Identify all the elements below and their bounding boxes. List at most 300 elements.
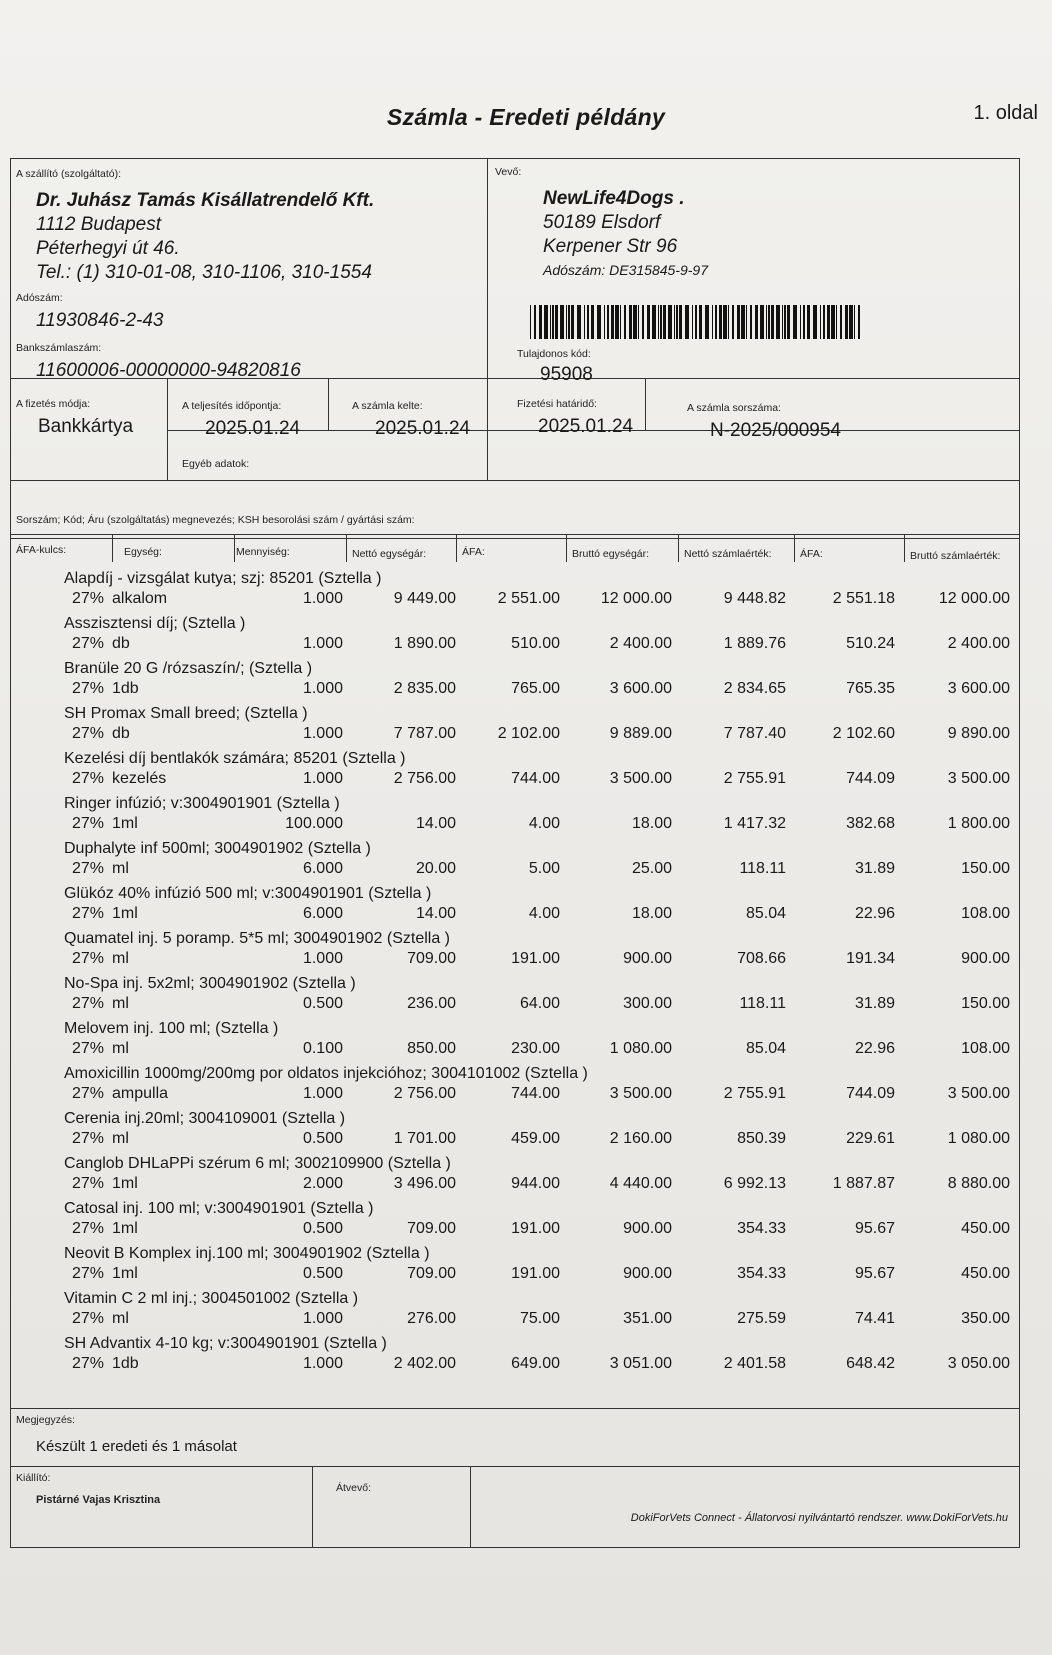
- supplier-tax-label: Adószám:: [16, 292, 63, 304]
- line-item-vat: 27%: [72, 815, 105, 832]
- line-item-qty: 1.000: [302, 725, 343, 742]
- line-item-gross-total: 3 500.00: [947, 770, 1010, 787]
- line-item-vat-total: 510.24: [846, 635, 895, 652]
- barcode-bar: [571, 305, 574, 339]
- line-item-row: [10, 795, 1020, 840]
- fulfillment-date: 2025.01.24: [205, 418, 301, 439]
- document-title: Számla - Eredeti példány: [386, 104, 666, 130]
- barcode-bar: [611, 305, 614, 339]
- barcode-bar: [658, 305, 659, 339]
- signature-top-line: [10, 1466, 1020, 1467]
- barcode-bar: [800, 305, 801, 339]
- buyer-tax: Adószám: DE315845-9-97: [543, 262, 708, 278]
- barcode-bar: [629, 305, 632, 339]
- table-header-bottom-line: [10, 538, 1020, 539]
- barcode-bar: [633, 305, 637, 339]
- line-item-unit: 1db: [112, 1355, 139, 1372]
- line-item-row: [10, 930, 1020, 975]
- line-item-vat-total: 744.09: [846, 1085, 895, 1102]
- line-item-vat-unit: 2 102.00: [497, 725, 560, 742]
- col-vat: ÁFA:: [462, 546, 485, 558]
- barcode-bar: [530, 305, 531, 339]
- line-item-gross-unit: 9 889.00: [609, 725, 672, 742]
- line-item-unit: ml: [112, 950, 129, 967]
- fulfillment-label: A teljesítés időpontja:: [182, 400, 282, 412]
- line-item-gross-total: 3 500.00: [947, 1085, 1010, 1102]
- line-item-name: Melovem inj. 100 ml; (Sztella ): [64, 1020, 279, 1037]
- line-item-vat-unit: 4.00: [528, 815, 560, 832]
- line-item-row: [10, 1200, 1020, 1245]
- line-item-vat-unit: 765.00: [511, 680, 560, 697]
- line-item-gross-total: 900.00: [961, 950, 1010, 967]
- barcode-bar: [615, 305, 619, 339]
- line-item-net-unit: 20.00: [415, 860, 456, 877]
- buyer-name: NewLife4Dogs .: [543, 188, 685, 209]
- header-divider-6: [678, 534, 679, 562]
- line-item-gross-unit: 900.00: [623, 1265, 672, 1282]
- barcode-bar: [620, 305, 621, 339]
- line-item-vat-total: 95.67: [854, 1265, 895, 1282]
- line-item-vat-total: 229.61: [846, 1130, 895, 1147]
- barcode-bar: [674, 305, 675, 339]
- line-item-vat: 27%: [72, 1310, 105, 1327]
- line-item-vat-unit: 2 551.00: [497, 590, 560, 607]
- line-item-gross-unit: 12 000.00: [600, 590, 672, 607]
- table-header-top-line: [10, 480, 1020, 481]
- line-item-gross-unit: 900.00: [623, 1220, 672, 1237]
- barcode-bar: [845, 305, 848, 339]
- line-item-net-total: 118.11: [739, 860, 786, 877]
- line-item-qty: 1.000: [302, 950, 343, 967]
- col-gross-total: Bruttó számlaérték:: [910, 550, 1001, 562]
- line-item-vat-unit: 4.00: [528, 905, 560, 922]
- line-item-vat: 27%: [72, 1130, 105, 1147]
- line-item-row: [10, 1110, 1020, 1155]
- line-item-net-total: 2 834.65: [723, 680, 786, 697]
- supplier-tax-number: 11930846-2-43: [36, 310, 164, 331]
- issuer-name: Pistárné Vajas Krisztina: [36, 1494, 161, 1506]
- owner-code: 95908: [540, 364, 593, 385]
- barcode-bar: [840, 305, 842, 339]
- barcode-bar: [831, 305, 835, 339]
- due-date: 2025.01.24: [538, 416, 634, 437]
- barcode-bar: [807, 305, 810, 339]
- line-item-gross-unit: 1 080.00: [609, 1040, 672, 1057]
- barcode-bar: [771, 305, 774, 339]
- supplier-bank-label: Bankszámlaszám:: [16, 342, 102, 354]
- supplier-name: Dr. Juhász Tamás Kisállatrendelő Kft.: [36, 190, 375, 211]
- line-item-vat-total: 22.96: [854, 1040, 895, 1057]
- line-item-vat-unit: 5.00: [528, 860, 560, 877]
- line-item-unit: ml: [112, 860, 129, 877]
- barcode-bar: [723, 305, 727, 339]
- line-item-net-unit: 850.00: [407, 1040, 456, 1057]
- line-item-qty: 1.000: [302, 770, 343, 787]
- barcode-bar: [712, 305, 713, 339]
- barcode-bar: [858, 305, 860, 339]
- line-item-row: [10, 1020, 1020, 1065]
- barcode-bar: [715, 305, 717, 339]
- line-item-net-unit: 1 890.00: [393, 635, 456, 652]
- line-item-gross-unit: 18.00: [631, 905, 672, 922]
- barcode-bar: [803, 305, 805, 339]
- line-item-vat-unit: 230.00: [511, 1040, 560, 1057]
- barcode-bar: [544, 305, 548, 339]
- line-item-net-unit: 7 787.00: [393, 725, 456, 742]
- line-item-gross-total: 3 600.00: [947, 680, 1010, 697]
- line-item-vat: 27%: [72, 1265, 105, 1282]
- barcode-bar: [638, 305, 639, 339]
- line-item-gross-total: 108.00: [961, 1040, 1010, 1057]
- line-item-gross-total: 108.00: [961, 905, 1010, 922]
- line-item-net-unit: 709.00: [407, 950, 456, 967]
- meta-divider-2: [328, 378, 329, 430]
- line-item-qty: 1.000: [302, 1085, 343, 1102]
- line-item-row: [10, 1245, 1020, 1290]
- line-item-net-total: 2 755.91: [723, 1085, 786, 1102]
- line-item-name: Catosal inj. 100 ml; v:3004901901 (Sztella ): [64, 1200, 374, 1217]
- barcode-bar: [755, 305, 758, 339]
- note-top-line: [10, 1408, 1020, 1409]
- line-item-name: Quamatel inj. 5 poramp. 5*5 ml; 3004901902 (Sztella ): [64, 930, 450, 947]
- barcode-bar: [587, 305, 589, 339]
- line-item-vat: 27%: [72, 1355, 105, 1372]
- line-item-name: Vitamin C 2 ml inj.; 3004501002 (Sztella ): [64, 1290, 359, 1307]
- page-number: 1. oldal: [973, 102, 1038, 124]
- barcode-bar: [676, 305, 678, 339]
- line-item-net-unit: 709.00: [407, 1220, 456, 1237]
- barcode-bar: [750, 305, 752, 339]
- barcode-bar: [647, 305, 650, 339]
- barcode-bar: [719, 305, 722, 339]
- barcode-bar: [746, 305, 747, 339]
- signature-divider-1: [312, 1466, 313, 1548]
- note-label: Megjegyzés:: [16, 1414, 75, 1426]
- line-item-vat-unit: 191.00: [511, 950, 560, 967]
- line-item-net-total: 275.59: [737, 1310, 786, 1327]
- line-item-gross-unit: 300.00: [623, 995, 672, 1012]
- line-item-gross-unit: 900.00: [623, 950, 672, 967]
- header-divider-5: [566, 534, 567, 562]
- line-item-gross-total: 150.00: [961, 995, 1010, 1012]
- line-item-vat: 27%: [72, 770, 105, 787]
- line-item-net-total: 1 889.76: [723, 635, 786, 652]
- barcode-bar: [555, 305, 558, 339]
- line-item-qty: 1.000: [302, 1310, 343, 1327]
- line-item-vat: 27%: [72, 860, 105, 877]
- line-item-qty: 6.000: [302, 905, 343, 922]
- line-item-row: [10, 615, 1020, 660]
- line-item-vat-total: 22.96: [854, 905, 895, 922]
- line-item-vat-total: 95.67: [854, 1220, 895, 1237]
- line-item-vat-unit: 191.00: [511, 1220, 560, 1237]
- line-item-name: SH Promax Small breed; (Sztella ): [64, 705, 308, 722]
- line-item-vat-total: 31.89: [854, 860, 895, 877]
- line-item-net-unit: 14.00: [415, 905, 456, 922]
- line-item-gross-unit: 3 051.00: [609, 1355, 672, 1372]
- barcode-bar: [793, 305, 797, 339]
- line-item-row: [10, 1290, 1020, 1335]
- line-item-name: Canglob DHLaPPi szérum 6 ml; 3002109900 (Sztella ): [64, 1155, 451, 1172]
- line-item-qty: 6.000: [302, 860, 343, 877]
- line-item-gross-total: 9 890.00: [947, 725, 1010, 742]
- issuer-label: Kiállító:: [16, 1472, 51, 1484]
- supplier-bank-account: 11600006-00000000-94820816: [36, 360, 301, 381]
- line-item-unit: ml: [112, 995, 129, 1012]
- software-credit: DokiForVets Connect - Állatorvosi nyilvántartó rendszer. www.DokiForVets.hu: [630, 1512, 1008, 1524]
- barcode-bar: [566, 305, 567, 339]
- line-item-name: Neovit B Komplex inj.100 ml; 3004901902 (Sztella ): [64, 1245, 430, 1262]
- line-item-unit: 1ml: [112, 1265, 138, 1282]
- line-item-vat: 27%: [72, 905, 105, 922]
- col-vat-total: ÁFA:: [800, 548, 823, 560]
- header-divider-7: [794, 534, 795, 562]
- line-item-gross-total: 3 050.00: [947, 1355, 1010, 1372]
- line-item-gross-total: 8 880.00: [947, 1175, 1010, 1192]
- line-item-vat: 27%: [72, 725, 105, 742]
- line-item-vat-total: 765.35: [846, 680, 895, 697]
- barcode-bar: [560, 305, 564, 339]
- barcode-bar: [699, 305, 702, 339]
- due-date-label: Fizetési határidő:: [517, 398, 597, 410]
- line-item-vat-total: 648.42: [846, 1355, 895, 1372]
- line-item-net-total: 85.04: [745, 1040, 786, 1057]
- line-item-net-unit: 2 756.00: [393, 1085, 456, 1102]
- line-item-net-total: 6 992.13: [723, 1175, 786, 1192]
- barcode-bar: [604, 305, 605, 339]
- line-item-gross-unit: 4 440.00: [609, 1175, 672, 1192]
- line-item-unit: 1ml: [112, 1220, 138, 1237]
- line-item-gross-total: 350.00: [961, 1310, 1010, 1327]
- line-item-gross-unit: 2 400.00: [609, 635, 672, 652]
- line-item-gross-unit: 18.00: [631, 815, 672, 832]
- header-divider-8: [904, 534, 905, 562]
- line-item-gross-unit: 351.00: [623, 1310, 672, 1327]
- line-item-vat-unit: 64.00: [519, 995, 560, 1012]
- supplier-buyer-divider: [487, 158, 488, 480]
- barcode-bar: [813, 305, 817, 339]
- line-item-row: [10, 750, 1020, 795]
- barcode-bar: [607, 305, 609, 339]
- barcode-bar: [597, 305, 601, 339]
- line-item-gross-unit: 3 600.00: [609, 680, 672, 697]
- line-item-qty: 1.000: [302, 680, 343, 697]
- buyer-label: Vevő:: [495, 166, 522, 178]
- line-item-unit: 1ml: [112, 815, 138, 832]
- line-item-row: [10, 570, 1020, 615]
- line-item-qty: 0.100: [302, 1040, 343, 1057]
- barcode-bar: [539, 305, 542, 339]
- line-item-unit: alkalom: [112, 590, 168, 607]
- line-item-gross-unit: 2 160.00: [609, 1130, 672, 1147]
- line-item-vat-total: 2 102.60: [832, 725, 895, 742]
- owner-code-label: Tulajdonos kód:: [517, 348, 591, 360]
- line-item-row: [10, 1065, 1020, 1110]
- barcode-bar: [624, 305, 626, 339]
- signature-divider-2: [470, 1466, 471, 1548]
- line-item-row: [10, 975, 1020, 1020]
- buyer-address-1: 50189 Elsdorf: [543, 212, 661, 233]
- line-item-unit: db: [112, 725, 130, 742]
- header-inner-line: [10, 534, 1020, 535]
- supplier-label: A szállító (szolgáltató):: [16, 168, 122, 180]
- barcode-bar: [741, 305, 745, 339]
- line-item-name: Glükóz 40% infúzió 500 ml; v:3004901901 (Sztella ): [64, 885, 432, 902]
- barcode-bar: [660, 305, 662, 339]
- line-item-gross-total: 2 400.00: [947, 635, 1010, 652]
- line-item-vat: 27%: [72, 1040, 105, 1057]
- supplier-address-1: 1112 Budapest: [36, 214, 162, 235]
- line-item-net-unit: 14.00: [415, 815, 456, 832]
- line-item-net-unit: 2 402.00: [393, 1355, 456, 1372]
- barcode-bar: [782, 305, 783, 339]
- line-item-unit: ml: [112, 1040, 129, 1057]
- supplier-phone: Tel.: (1) 310-01-08, 310-1106, 310-1554: [36, 262, 372, 283]
- line-item-row: [10, 840, 1020, 885]
- barcode-bar: [836, 305, 837, 339]
- line-item-row: [10, 660, 1020, 705]
- header-divider-3: [346, 534, 347, 562]
- line-item-gross-unit: 3 500.00: [609, 1085, 672, 1102]
- line-item-row: [10, 1155, 1020, 1200]
- line-item-net-unit: 2 756.00: [393, 770, 456, 787]
- barcode-bar: [685, 305, 689, 339]
- barcode-bar: [652, 305, 656, 339]
- line-item-gross-total: 12 000.00: [938, 590, 1010, 607]
- invoice-serial: N-2025/000954: [710, 420, 841, 441]
- barcode-bar: [784, 305, 786, 339]
- receiver-label: Átvevő:: [336, 1482, 372, 1494]
- barcode-bar: [534, 305, 536, 339]
- line-item-vat-total: 1 887.87: [832, 1175, 895, 1192]
- line-item-net-total: 7 787.40: [723, 725, 786, 742]
- line-item-unit: db: [112, 635, 130, 652]
- barcode-bar: [737, 305, 740, 339]
- line-item-vat-total: 2 551.18: [832, 590, 895, 607]
- barcode-bar: [827, 305, 830, 339]
- line-item-name: Amoxicillin 1000mg/200mg por oldatos injekcióhoz; 3004101002 (Sztella ): [64, 1065, 588, 1082]
- meta-divider-3: [645, 378, 646, 430]
- line-item-unit: kezelés: [112, 770, 167, 787]
- line-item-vat-unit: 944.00: [511, 1175, 560, 1192]
- line-item-unit: 1ml: [112, 905, 138, 922]
- barcode-bar: [577, 305, 581, 339]
- line-item-gross-total: 150.00: [961, 860, 1010, 877]
- barcode-bar: [550, 305, 551, 339]
- line-item-name: Asszisztensi díj; (Sztella ): [64, 615, 246, 632]
- payment-method: Bankkártya: [38, 416, 134, 437]
- payment-method-label: A fizetés módja:: [16, 398, 91, 410]
- barcode-bar: [766, 305, 767, 339]
- line-item-net-total: 2 401.58: [723, 1355, 786, 1372]
- line-item-net-unit: 3 496.00: [393, 1175, 456, 1192]
- line-item-qty: 0.500: [302, 1220, 343, 1237]
- issue-date: 2025.01.24: [375, 418, 471, 439]
- barcode-bar: [705, 305, 709, 339]
- line-item-vat: 27%: [72, 995, 105, 1012]
- line-item-net-total: 708.66: [737, 950, 786, 967]
- line-item-vat-total: 31.89: [854, 995, 895, 1012]
- line-item-vat: 27%: [72, 950, 105, 967]
- barcode-image: [530, 305, 860, 339]
- barcode-bar: [642, 305, 644, 339]
- barcode-bar: [854, 305, 855, 339]
- col-net-total: Nettó számlaérték:: [684, 548, 772, 560]
- barcode-bar: [820, 305, 821, 339]
- line-item-net-total: 118.11: [739, 995, 786, 1012]
- line-item-vat-unit: 744.00: [511, 1085, 560, 1102]
- issue-date-label: A számla kelte:: [352, 400, 423, 412]
- line-item-unit: ml: [112, 1130, 129, 1147]
- header-divider-2: [234, 534, 235, 562]
- line-item-net-unit: 2 835.00: [393, 680, 456, 697]
- col-unit: Egység:: [124, 546, 162, 558]
- line-item-qty: 1.000: [302, 635, 343, 652]
- line-item-gross-total: 1 080.00: [947, 1130, 1010, 1147]
- line-item-vat-unit: 649.00: [511, 1355, 560, 1372]
- line-item-vat-unit: 510.00: [511, 635, 560, 652]
- line-item-gross-total: 450.00: [961, 1265, 1010, 1282]
- barcode-bar: [728, 305, 729, 339]
- header-divider-4: [456, 534, 457, 562]
- other-data-label: Egyéb adatok:: [182, 458, 250, 470]
- barcode-bar: [695, 305, 697, 339]
- header-divider-1: [112, 534, 113, 562]
- barcode-bar: [668, 305, 672, 339]
- line-item-vat-unit: 75.00: [519, 1310, 560, 1327]
- barcode-bar: [584, 305, 585, 339]
- line-item-vat: 27%: [72, 1175, 105, 1192]
- line-item-name: Kezelési díj bentlakók számára; 85201 (Sztella ): [64, 750, 406, 767]
- barcode-bar: [849, 305, 853, 339]
- line-item-unit: 1ml: [112, 1175, 138, 1192]
- line-item-qty: 0.500: [302, 1265, 343, 1282]
- line-item-net-total: 850.39: [737, 1130, 786, 1147]
- line-item-qty: 2.000: [302, 1175, 343, 1192]
- barcode-bar: [776, 305, 780, 339]
- line-item-qty: 100.000: [285, 815, 343, 832]
- barcode-bar: [823, 305, 825, 339]
- barcode-bar: [760, 305, 764, 339]
- line-item-net-total: 85.04: [745, 905, 786, 922]
- barcode-bar: [591, 305, 594, 339]
- line-items: [10, 570, 1020, 1380]
- serial-label: A számla sorszáma:: [687, 402, 781, 414]
- barcode-bar: [787, 305, 790, 339]
- buyer-address-2: Kerpener Str 96: [543, 236, 678, 257]
- line-item-vat-unit: 744.00: [511, 770, 560, 787]
- line-item-vat-unit: 191.00: [511, 1265, 560, 1282]
- line-item-net-total: 1 417.32: [723, 815, 786, 832]
- line-item-row: [10, 1335, 1020, 1380]
- col-vat-rate: ÁFA-kulcs:: [16, 544, 67, 556]
- line-item-vat-unit: 459.00: [511, 1130, 560, 1147]
- line-item-unit: ampulla: [112, 1085, 169, 1102]
- line-item-vat: 27%: [72, 1085, 105, 1102]
- line-item-name: Ringer infúzió; v:3004901901 (Sztella ): [64, 795, 340, 812]
- line-item-net-total: 354.33: [737, 1220, 786, 1237]
- line-item-vat: 27%: [72, 1220, 105, 1237]
- line-item-vat-total: 191.34: [846, 950, 895, 967]
- supplier-address-2: Péterhegyi út 46.: [36, 238, 180, 259]
- note-text: Készült 1 eredeti és 1 másolat: [36, 1438, 237, 1455]
- line-item-name: Alapdíj - vizsgálat kutya; szj: 85201 (Sztella ): [64, 570, 382, 587]
- line-item-net-total: 354.33: [737, 1265, 786, 1282]
- line-item-gross-unit: 25.00: [631, 860, 672, 877]
- barcode-bar: [679, 305, 682, 339]
- line-item-name: Branüle 20 G /rózsaszín/; (Sztella ): [64, 660, 313, 677]
- barcode-bar: [768, 305, 770, 339]
